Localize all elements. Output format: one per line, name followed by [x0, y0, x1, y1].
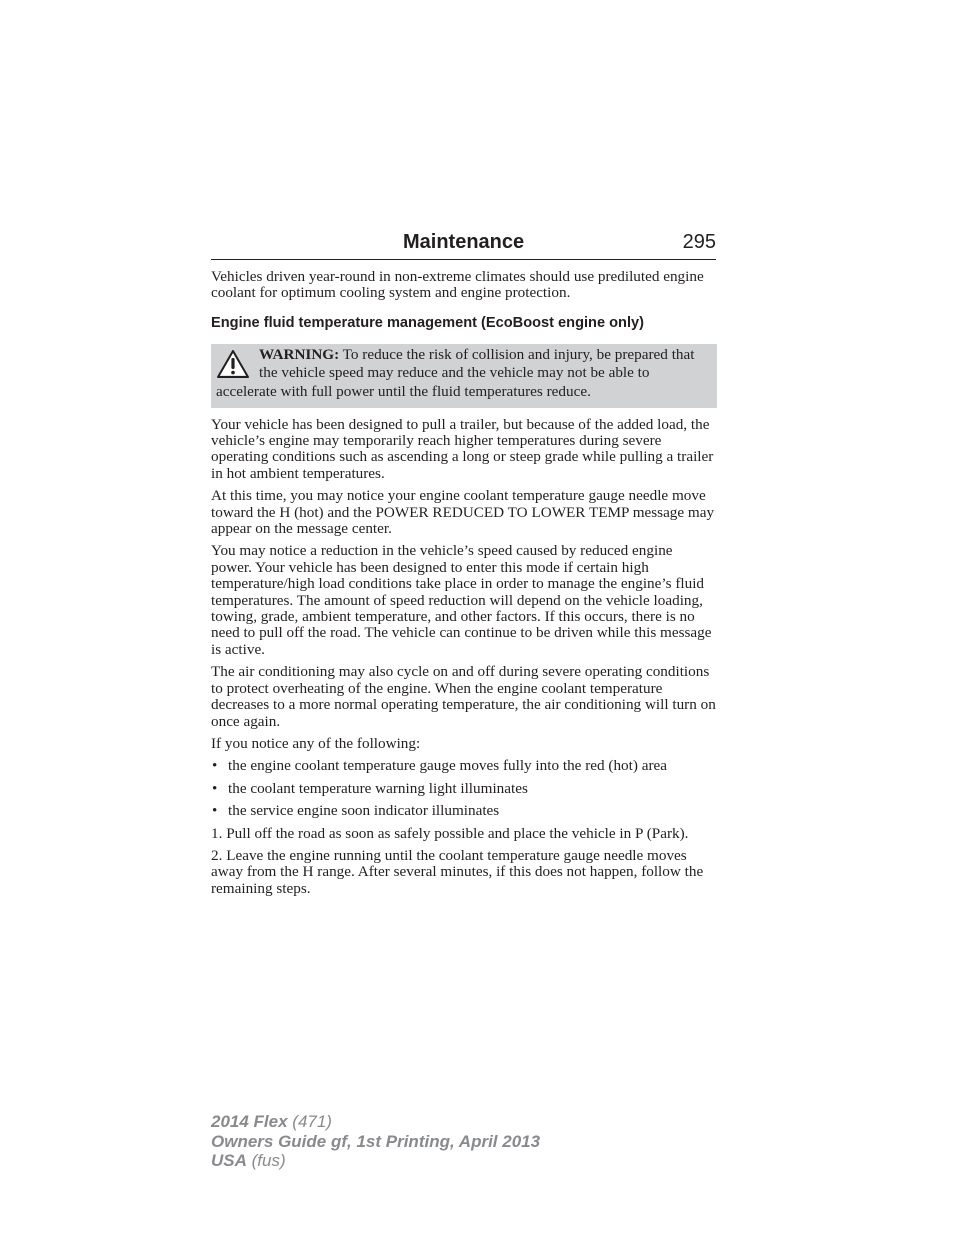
- list-item: [211, 781, 717, 797]
- bullet-marker: •: [212, 802, 218, 820]
- step-1: 1. Pull off the road as soon as safely possible and place the vehicle in P (Park).: [211, 824, 689, 842]
- page-number: 295: [682, 231, 716, 253]
- warning-text: To reduce the risk of collision and injury, be prepared that the vehicle speed may reduce and the vehicle may not be able to accelerate with full power until the fluid temperatures reduce.: [216, 345, 695, 400]
- step-2: 2. Leave the engine running until the coolant temperature gauge needle moves away from the H range. After several minutes, if this does not happen, follow the remaining steps.: [211, 846, 704, 897]
- bullet-marker: •: [212, 779, 218, 797]
- list-item-text: the engine coolant temperature gauge moves fully into the red (hot) area: [228, 757, 667, 775]
- paragraph-air-conditioning: The air conditioning may also cycle on and off during severe operating conditions to protect overheating of the engine. When the engine coolant temperature decreases to a more normal operating temperature, the air conditioning will turn on once again.: [211, 663, 716, 730]
- footer-printing: Owners Guide gf, 1st Printing, April 2013: [211, 1131, 541, 1151]
- list-item-text: the service engine soon indicator illuminates: [228, 802, 500, 820]
- page-footer: [211, 1112, 540, 1171]
- paragraph-gauge-message: At this time, you may notice your engine coolant temperature gauge needle move toward the H (hot) and the POWER REDUCED TO LOWER TEMP message may appear on the message center.: [211, 487, 715, 538]
- symptom-list: [211, 758, 717, 819]
- paragraph-notice-following: If you notice any of the following:: [211, 734, 421, 752]
- list-item: [211, 758, 717, 774]
- subheading: Engine fluid temperature management (EcoBoost engine only): [211, 314, 645, 331]
- warning-label: WARNING:: [259, 345, 340, 363]
- paragraph-speed-reduction: You may notice a reduction in the vehicle’s speed caused by reduced engine power. Your vehicle has been designed to enter this mode if certain high temperature/high load conditions take place in order to manage the engine’s fluid temperatures. The amount of speed reduction will depend on the vehicle loading, towing, grade, ambient temperature, and other factors. If this occurs, there is no need to pull off the road. The vehicle can continue to be driven while this message is active.: [211, 542, 712, 658]
- footer-line-market: [211, 1151, 540, 1171]
- warning-triangle-icon: [216, 349, 250, 379]
- page-content: [211, 269, 717, 903]
- footer-market-code: (fus): [246, 1151, 286, 1170]
- footer-model: 2014 Flex: [211, 1112, 288, 1131]
- paragraph-trailer-load: Your vehicle has been designed to pull a trailer, but because of the added load, the vehicle’s engine may temporarily reach higher temperatures during severe operating conditions such as ascending a long or steep grade while pulling a trailer in hot ambient temperatures.: [211, 415, 714, 482]
- footer-model-code: (471): [287, 1112, 332, 1131]
- list-item-text: the coolant temperature warning light illuminates: [228, 779, 528, 797]
- intro-paragraph: Vehicles driven year-round in non-extreme climates should use prediluted engine coolant for optimum cooling system and engine protection.: [211, 268, 704, 302]
- warning-box: [211, 344, 717, 408]
- section-title: Maintenance: [403, 231, 525, 253]
- page-header: [211, 228, 716, 260]
- footer-line-model: [211, 1112, 540, 1132]
- footer-market: USA: [211, 1151, 247, 1170]
- list-item: [211, 803, 717, 819]
- bullet-marker: •: [212, 757, 218, 775]
